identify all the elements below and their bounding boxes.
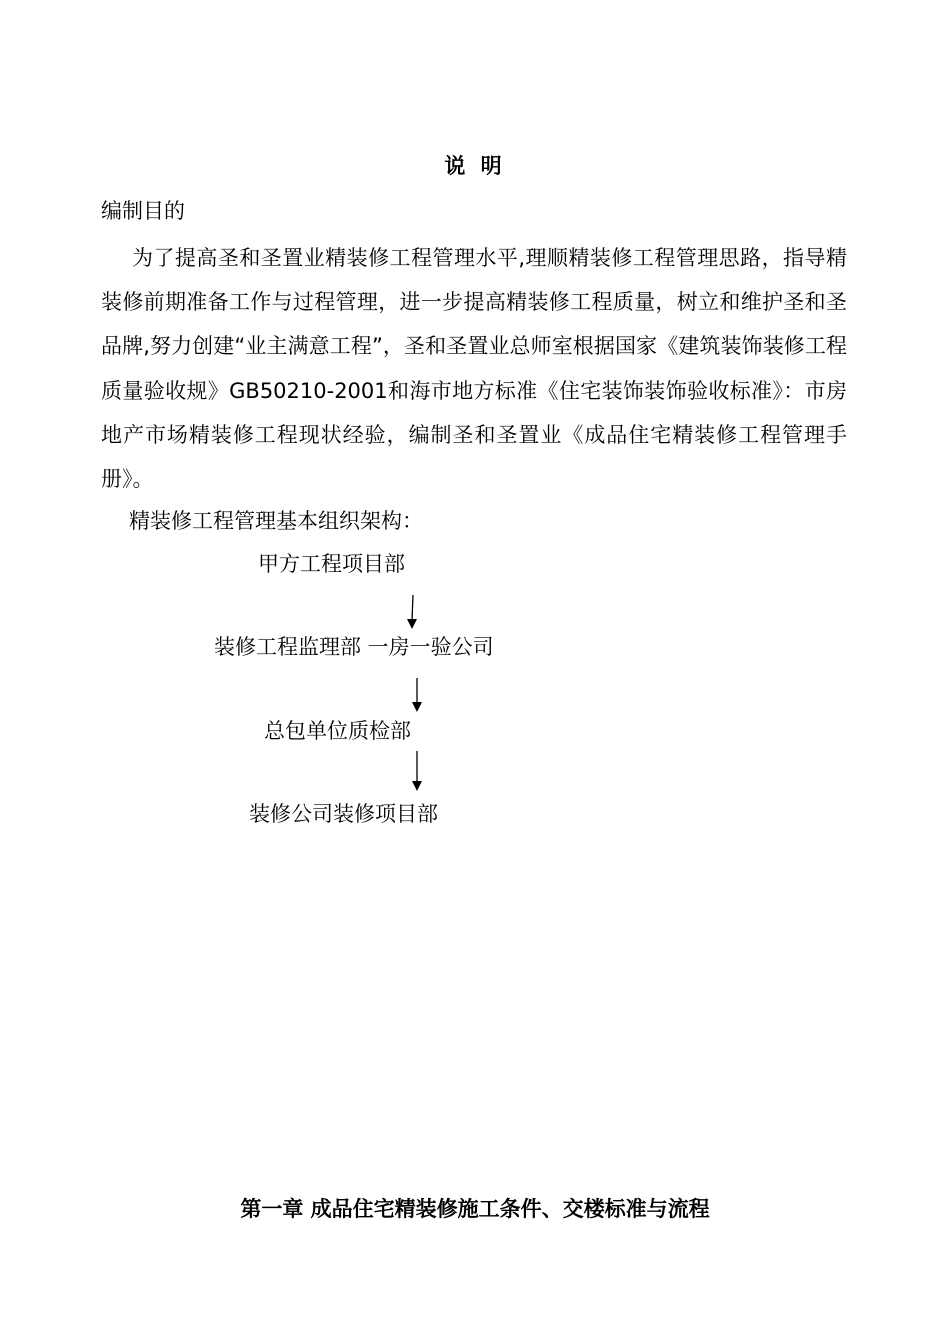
down-arrow-icon (405, 595, 419, 631)
down-arrow-icon (410, 678, 424, 714)
org-node-decoration-company: 装修公司装修项目部 (249, 802, 438, 826)
org-chart-label: 精装修工程管理基本组织架构： (129, 509, 423, 533)
document-title: 说 明 (444, 154, 506, 178)
down-arrow-icon (410, 751, 424, 793)
org-node-owner-project-dept: 甲方工程项目部 (258, 552, 405, 576)
chapter-title: 第一章 成品住宅精装修施工条件、交楼标准与流程 (240, 1197, 710, 1221)
org-node-general-contractor-qc: 总包单位质检部 (264, 719, 411, 743)
purpose-paragraph: 为了提高圣和圣置业精装修工程管理水平,理顺精装修工程管理思路，指导精装修前期准备工作与过程管理，进一步提高精装修工程质量，树立和维护圣和圣品牌,努力创建“业主满意工程”，圣和圣置业总师室根据国家《建筑装饰装修工程质量验收规》GB50210-2001和海市地方标准《住宅装饰装饰验收标准》：市房地产市场精装修工程现状经验，编制圣和圣置业《成品住宅精装修工程管理手册》。 (101, 246, 847, 492)
section-heading-purpose: 编制目的 (101, 199, 185, 223)
org-node-supervision-dept: 装修工程监理部 一房一验公司 (214, 635, 494, 659)
